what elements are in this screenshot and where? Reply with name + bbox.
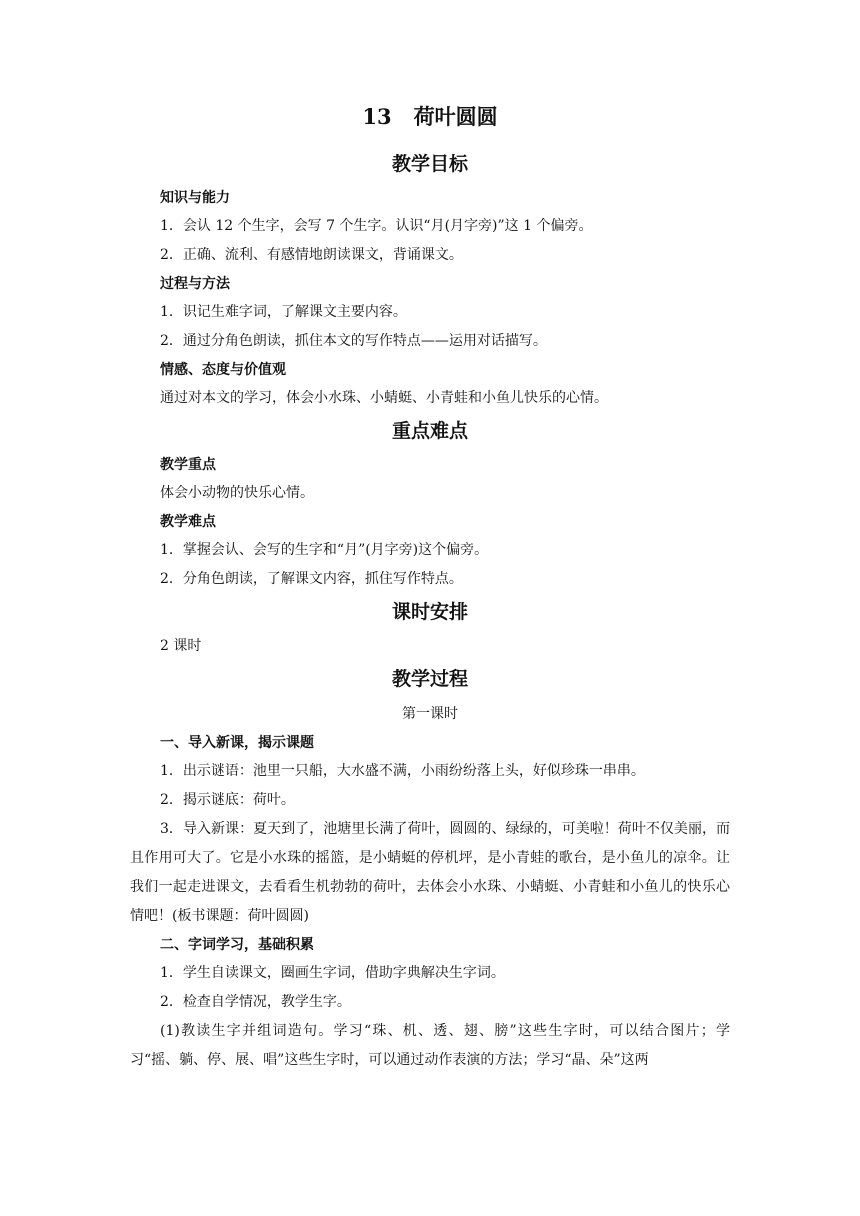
process-item: 1．出示谜语：池里一只船，大水盛不满，小雨纷纷落上头，好似珍珠一串串。 <box>160 763 645 779</box>
difficulty-item: 1．掌握会认、会写的生字和“月”(月字旁)这个偏旁。 <box>160 542 489 558</box>
goal-item: 1．识记生难字词，了解课文主要内容。 <box>160 304 407 320</box>
process-item: 2．检查自学情况，教学生字。 <box>160 994 351 1010</box>
lesson-title <box>130 100 730 134</box>
section-heading-process: 教学过程 <box>391 668 468 690</box>
subheading-process: 过程与方法 <box>160 276 230 292</box>
goal-item: 2．通过分角色朗读，抓住本文的写作特点——运用对话描写。 <box>160 333 547 349</box>
process-paragraph: 3．导入新课：夏天到了，池塘里长满了荷叶，圆圆的、绿绿的，可美啦！荷叶不仅美丽，而且作用可大了。它是小水珠的摇篮，是小蜻蜓的停机坪，是小青蛙的歌台，是小鱼儿的凉伞。让我们一起走进课文，去看看生机勃勃的荷叶，去体会小水珠、小蜻蜓、小青蛙和小鱼儿的快乐心情吧！(板书课题：荷叶圆圆) <box>130 821 730 924</box>
process-item: 1．学生自读课文，圈画生字词，借助字典解决生字词。 <box>160 965 505 981</box>
document-page <box>130 100 730 1075</box>
lesson-title-text: 荷叶圆圆 <box>413 104 498 129</box>
subheading-knowledge: 知识与能力 <box>160 190 230 206</box>
goal-item: 1．会认 12 个生字，会写 7 个生字。认识“月(月字旁)”这 1 个偏旁。 <box>160 218 593 234</box>
lesson-period: 第一课时 <box>402 706 458 722</box>
subheading-difficulty: 教学难点 <box>160 514 216 530</box>
subheading-emotion: 情感、态度与价值观 <box>160 362 286 378</box>
difficulty-item: 2．分角色朗读，了解课文内容，抓住写作特点。 <box>160 571 463 587</box>
process-item: 2．揭示谜底：荷叶。 <box>160 792 295 808</box>
focus-text: 体会小动物的快乐心情。 <box>160 485 314 501</box>
section-heading-key-points: 重点难点 <box>391 420 468 442</box>
section-heading-goals: 教学目标 <box>391 153 468 175</box>
goal-item: 通过对本文的学习，体会小水珠、小蜻蜓、小青蛙和小鱼儿快乐的心情。 <box>160 390 608 406</box>
lesson-number: 13 <box>362 104 392 129</box>
subheading-part1: 一、导入新课，揭示课题 <box>160 735 314 751</box>
subheading-focus: 教学重点 <box>160 457 216 473</box>
section-heading-schedule: 课时安排 <box>391 601 468 623</box>
schedule-text: 2 课时 <box>160 638 202 654</box>
goal-item: 2．正确、流利、有感情地朗读课文，背诵课文。 <box>160 247 463 263</box>
subheading-part2: 二、字词学习，基础积累 <box>160 937 314 953</box>
process-paragraph: (1)教读生字并组词造句。学习“珠、机、透、翅、膀”这些生字时，可以结合图片；学习“摇、躺、停、展、唱”这些生字时，可以通过动作表演的方法；学习“晶、朵”这两 <box>130 1023 730 1068</box>
